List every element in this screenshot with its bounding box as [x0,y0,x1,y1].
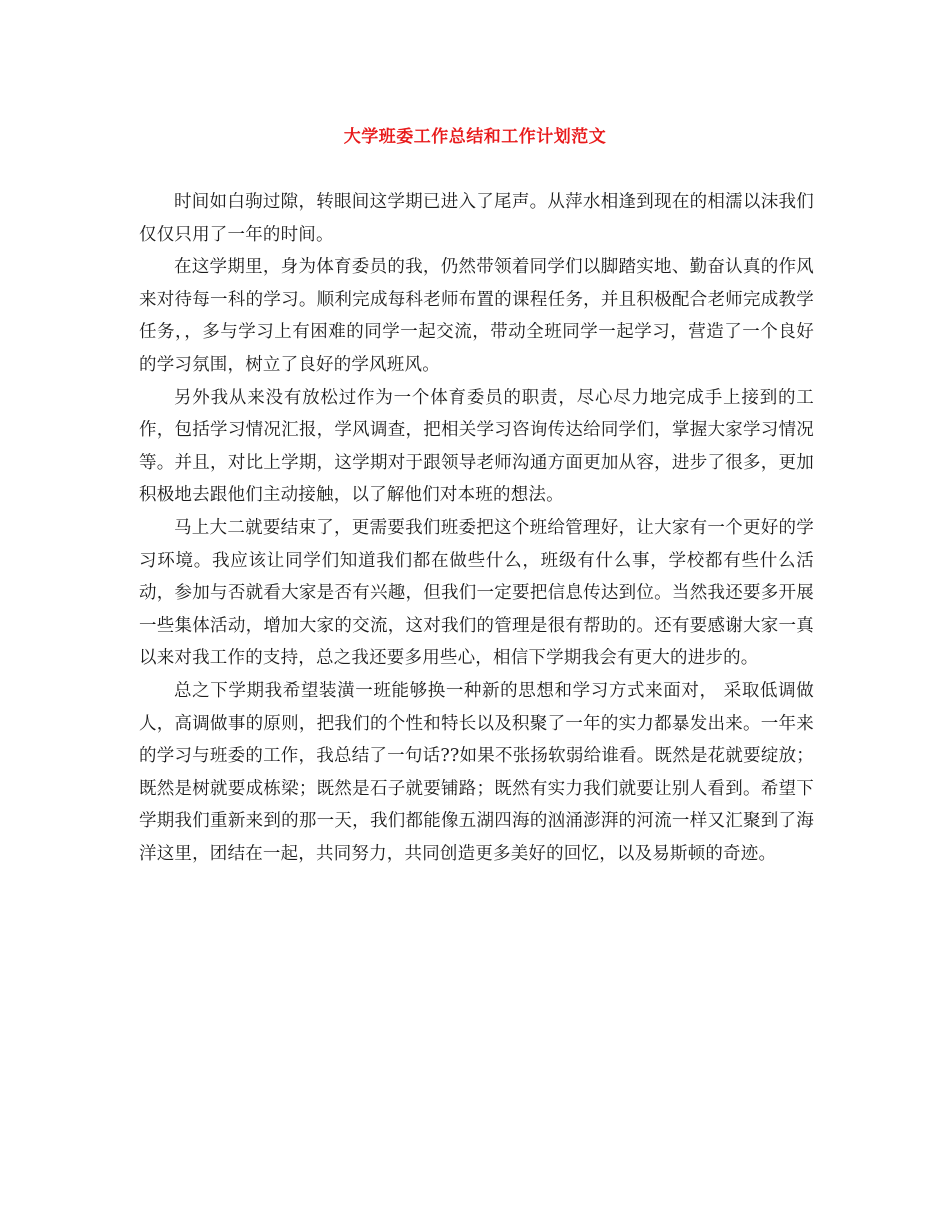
paragraph-2: 在这学期里，身为体育委员的我，仍然带领着同学们以脚踏实地、勤奋认真的作风来对待每一科的学习。顺利完成每科老师布置的课程任务，并且积极配合老师完成教学任务，，多与学习上有困难的同学一起交流，带动全班同学一起学习，营造了一个良好的学习氛围，树立了良好的学风班风。 [139,257,814,375]
paragraph-1: 时间如白驹过隙，转眼间这学期已进入了尾声。从萍水相逢到现在的相濡以沫我们仅仅只用了一年的时间。 [139,192,814,245]
paragraph-5: 总之下学期我希望装潢一班能够换一种新的思想和学习方式来面对， 采取低调做人，高调做事的原则，把我们的个性和特长以及积聚了一年的实力都暴发出来。一年来的学习与班委的工作，我总结了一句话??如果不张扬软弱给谁看。既然是花就要绽放；既然是树就要成栋梁；既然是石子就要铺路；既然有实力我们就要让别人看到。希望下学期我们重新来到的那一天，我们都能像五湖四海的汹涌澎湃的河流一样又汇聚到了海洋这里，团结在一起，共同努力，共同创造更多美好的回忆，以及易斯顿的奇迹。 [139,680,814,864]
paragraph-3: 另外我从来没有放松过作为一个体育委员的职责，尽心尽力地完成手上接到的工作，包括学习情况汇报，学风调查，把相关学习咨询传达给同学们，掌握大家学习情况等。并且，对比上学期，这学期对于跟领导老师沟通方面更加从容，进步了很多，更加积极地去跟他们主动接触，以了解他们对本班的想法。 [139,387,814,506]
document-title: 大学班委工作总结和工作计划范文 [343,127,607,147]
document-body [139,186,814,870]
paragraph-4: 马上大二就要结束了，更需要我们班委把这个班给管理好，让大家有一个更好的学习环境。我应该让同学们知道我们都在做些什么，班级有什么事，学校都有些什么活动，参加与否就看大家是否有兴趣，但我们一定要把信息传达到位。当然我还要多开展一些集体活动，增加大家的交流，这对我们的管理是很有帮助的。还有要感谢大家一真以来对我工作的支持，总之我还要多用些心，相信下学期我会有更大的进步的。 [139,517,814,669]
